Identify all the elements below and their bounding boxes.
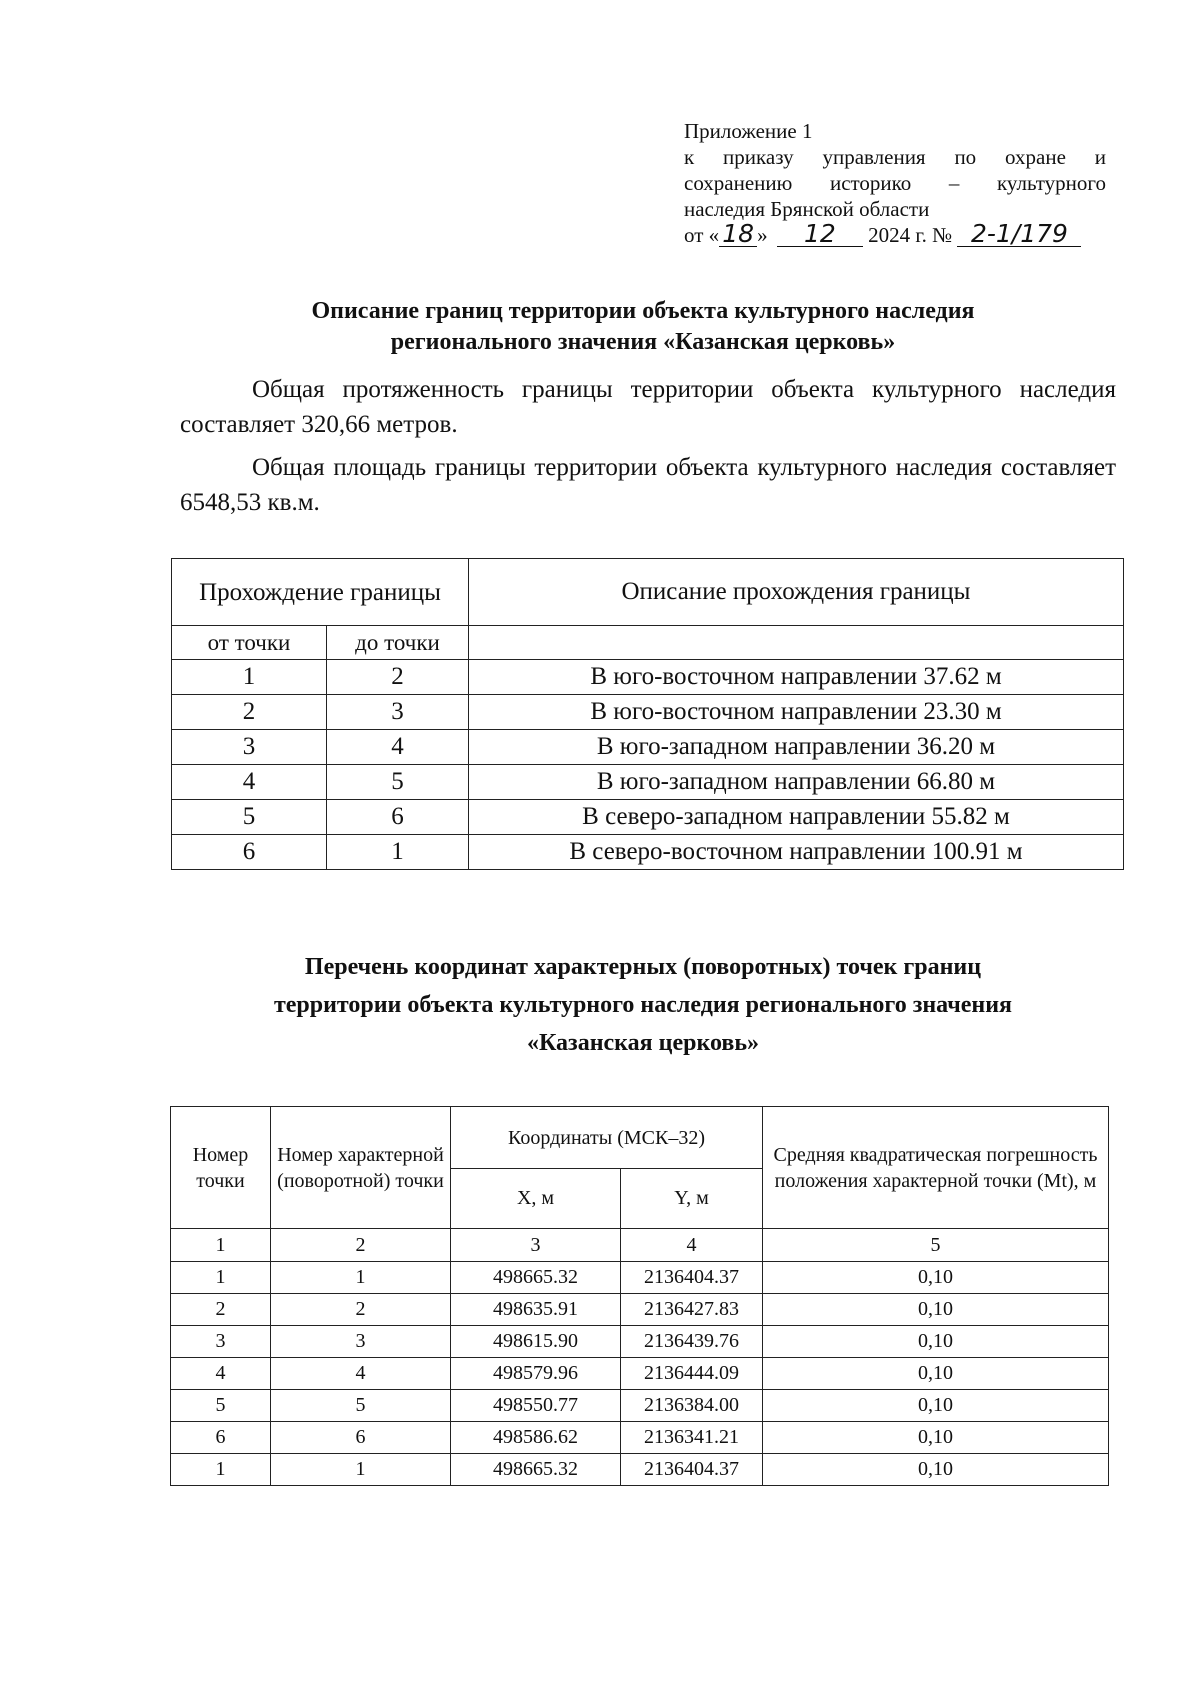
heading-1-line-2: регионального значения «Казанская церковь» [390, 329, 896, 355]
characteristic-point-cell: 6 [271, 1422, 451, 1454]
to-point-cell: 2 [327, 660, 469, 695]
y-coordinate-cell: 2136427.83 [621, 1294, 763, 1326]
y-coordinate-cell: 2136444.09 [621, 1358, 763, 1390]
header-x: X, м [451, 1169, 621, 1229]
column-number: 5 [763, 1229, 1109, 1262]
column-number: 4 [621, 1229, 763, 1262]
point-number-cell: 6 [171, 1422, 271, 1454]
direction-description-cell: В северо-западном направлении 55.82 м [469, 800, 1124, 835]
heading-2-line-3: «Казанская церковь» [526, 1030, 760, 1056]
date-year: 2024 г. № [868, 223, 953, 247]
point-number-cell: 1 [171, 1454, 271, 1486]
table-row [171, 1358, 1109, 1390]
date-prefix: от « [684, 223, 720, 247]
heading-boundary-description [170, 296, 1116, 358]
to-point-cell: 5 [327, 765, 469, 800]
to-point-cell: 3 [327, 695, 469, 730]
point-number-cell: 5 [171, 1390, 271, 1422]
heading-2-line-1: Перечень координат характерных (поворотных) точек границ [304, 954, 982, 980]
table-row [171, 1326, 1109, 1358]
heading-1-line-1: Описание границ территории объекта культурного наследия [311, 298, 975, 324]
boundary-length-text: Общая протяженность границы территории объекта культурного наследия составляет 320,66 метров. [180, 376, 1116, 438]
y-coordinate-cell: 2136341.21 [621, 1422, 763, 1454]
y-coordinate-cell: 2136384.00 [621, 1390, 763, 1422]
x-coordinate-cell: 498665.32 [451, 1454, 621, 1486]
appendix-region-line: наследия Брянской области [684, 197, 930, 221]
x-coordinate-cell: 498579.96 [451, 1358, 621, 1390]
appendix-block [684, 118, 1106, 248]
x-coordinate-cell: 498615.90 [451, 1326, 621, 1358]
x-coordinate-cell: 498550.77 [451, 1390, 621, 1422]
heading-coordinates-list [170, 948, 1116, 1062]
heading-2-line-2: территории объекта культурного наследия регионального значения [273, 992, 1013, 1018]
error-cell: 0,10 [763, 1422, 1109, 1454]
error-cell: 0,10 [763, 1294, 1109, 1326]
header-from-point: от точки [172, 626, 327, 660]
column-number: 2 [271, 1229, 451, 1262]
characteristic-point-cell: 1 [271, 1262, 451, 1294]
to-point-cell: 6 [327, 800, 469, 835]
point-number-cell: 3 [171, 1326, 271, 1358]
from-point-cell: 5 [172, 800, 327, 835]
date-mid: » [757, 223, 768, 247]
header-characteristic-point: Номер характерной (поворотной) точки [271, 1107, 451, 1229]
point-number-cell: 1 [171, 1262, 271, 1294]
table-row [171, 1294, 1109, 1326]
direction-description-cell: В юго-западном направлении 36.20 м [469, 730, 1124, 765]
column-number-row [171, 1229, 1109, 1262]
from-point-cell: 2 [172, 695, 327, 730]
error-cell: 0,10 [763, 1358, 1109, 1390]
appendix-title: Приложение 1 [684, 119, 813, 143]
table-row [172, 660, 1124, 695]
appendix-date-line [684, 219, 1106, 248]
handwritten-day: 18 [719, 222, 757, 247]
header-coordinates: Координаты (МСК–32) [451, 1107, 763, 1169]
y-coordinate-cell: 2136439.76 [621, 1326, 763, 1358]
table-row [171, 1262, 1109, 1294]
table-row [172, 800, 1124, 835]
from-point-cell: 4 [172, 765, 327, 800]
to-point-cell: 4 [327, 730, 469, 765]
direction-description-cell: В юго-западном направлении 66.80 м [469, 765, 1124, 800]
direction-description-cell: В северо-восточном направлении 100.91 м [469, 835, 1124, 870]
from-point-cell: 3 [172, 730, 327, 765]
y-coordinate-cell: 2136404.37 [621, 1454, 763, 1486]
x-coordinate-cell: 498635.91 [451, 1294, 621, 1326]
characteristic-point-cell: 1 [271, 1454, 451, 1486]
x-coordinate-cell: 498586.62 [451, 1422, 621, 1454]
handwritten-month: 12 [777, 222, 863, 247]
column-number: 1 [171, 1229, 271, 1262]
header-to-point: до точки [327, 626, 469, 660]
table-row [172, 765, 1124, 800]
header-y: Y, м [621, 1169, 763, 1229]
characteristic-point-cell: 2 [271, 1294, 451, 1326]
header-description: Описание прохождения границы [469, 559, 1124, 626]
header-mean-square-error: Средняя квадратическая погрешность положения характерной точки (Mt), м [763, 1107, 1109, 1229]
table-row [171, 1422, 1109, 1454]
header-passage: Прохождение границы [172, 559, 469, 626]
summary-paragraphs [180, 372, 1116, 520]
direction-description-cell: В юго-восточном направлении 37.62 м [469, 660, 1124, 695]
error-cell: 0,10 [763, 1326, 1109, 1358]
characteristic-point-cell: 5 [271, 1390, 451, 1422]
table-row [172, 730, 1124, 765]
table-row [172, 695, 1124, 730]
boundary-area-text: Общая площадь границы территории объекта культурного наследия составляет 6548,53 кв.м. [180, 454, 1116, 516]
point-number-cell: 4 [171, 1358, 271, 1390]
x-coordinate-cell: 498665.32 [451, 1262, 621, 1294]
coordinate-rows [171, 1262, 1109, 1486]
boundary-passage-rows [172, 660, 1124, 870]
handwritten-number: 2-1/179 [957, 222, 1081, 247]
characteristic-point-cell: 3 [271, 1326, 451, 1358]
from-point-cell: 6 [172, 835, 327, 870]
error-cell: 0,10 [763, 1390, 1109, 1422]
direction-description-cell: В юго-восточном направлении 23.30 м [469, 695, 1124, 730]
characteristic-point-cell: 4 [271, 1358, 451, 1390]
table-row [171, 1454, 1109, 1486]
error-cell: 0,10 [763, 1454, 1109, 1486]
to-point-cell: 1 [327, 835, 469, 870]
header-empty-cell [469, 626, 1124, 660]
point-number-cell: 2 [171, 1294, 271, 1326]
y-coordinate-cell: 2136404.37 [621, 1262, 763, 1294]
appendix-department-line: сохранению историко – культурного [684, 171, 1106, 195]
error-cell: 0,10 [763, 1262, 1109, 1294]
appendix-order-line: к приказу управления по охране и [684, 145, 1106, 169]
boundary-passage-table [171, 558, 1124, 870]
coordinates-table [170, 1106, 1109, 1486]
header-point-number: Номер точки [171, 1107, 271, 1229]
column-number: 3 [451, 1229, 621, 1262]
table-row [171, 1390, 1109, 1422]
from-point-cell: 1 [172, 660, 327, 695]
table-row [172, 835, 1124, 870]
